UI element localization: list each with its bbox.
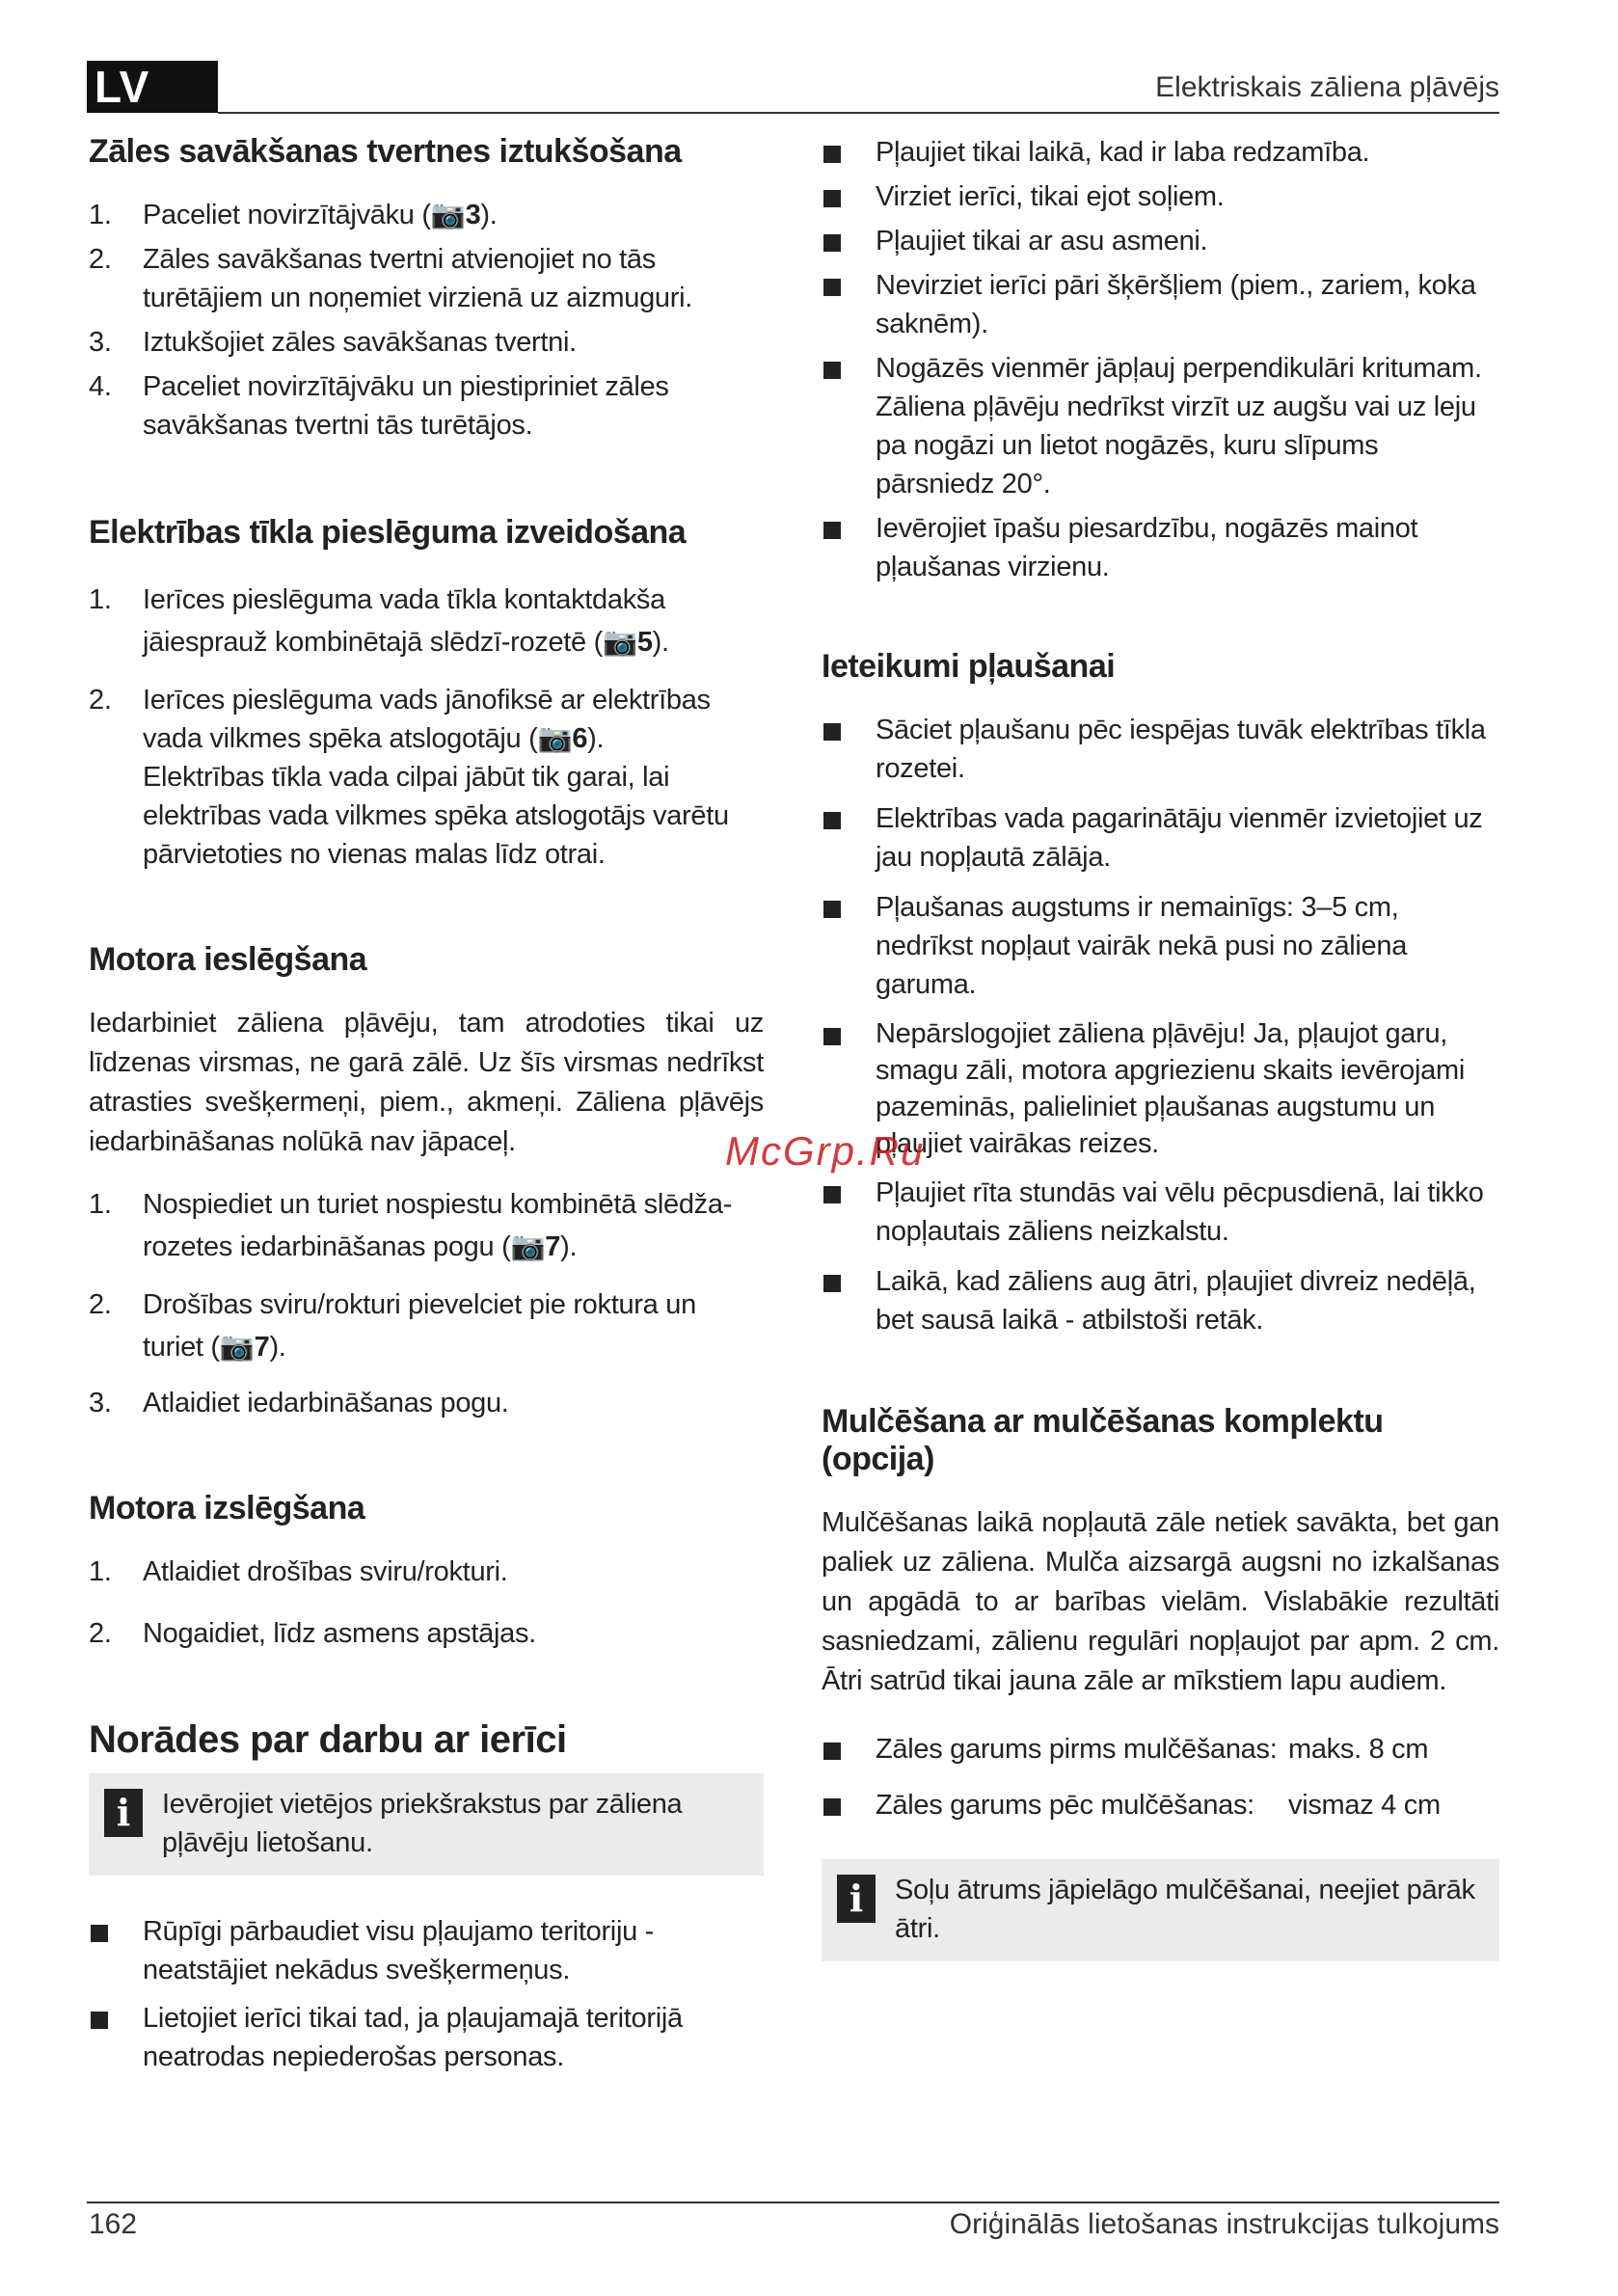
list-item: 1. Atlaidiet drošības sviru/rokturi. bbox=[89, 1556, 508, 1587]
bullet-square bbox=[823, 723, 841, 741]
section-title: Zāles savākšanas tvertnes iztukšošana bbox=[89, 133, 682, 170]
footer-title: Oriģinālās lietošanas instrukcijas tulkojums bbox=[949, 2208, 1499, 2240]
list-item: 1. Ierīces pieslēguma vada tīkla kontaktdakša jāiesprauž kombinētajā slēdzī-rozetē (📷5). bbox=[89, 579, 764, 663]
header-title: Elektriskais zāliena pļāvējs bbox=[1155, 71, 1499, 103]
bullet-square bbox=[823, 1798, 841, 1816]
list-item: Pļaušanas augstums ir nemainīgs: 3–5 cm, nedrīkst nopļaut vairāk nekā pusi no zāliena garuma. bbox=[822, 888, 1499, 1004]
camera-icon: 📷 bbox=[430, 200, 466, 230]
list-item: Lietojiet ierīci tikai tad, ja pļaujamajā teritorijā neatrodas nepiederošas personas. bbox=[89, 1999, 764, 2076]
list-item: Nogāzēs vienmēr jāpļauj perpendikulāri kritumam. Zāliena pļāvēju nedrīkst virzīt uz augšu vai uz leju pa nogāzi un lietot nogāzēs, kuru slīpums pārsniedz 20°. bbox=[822, 349, 1499, 503]
list-item: Pļaujiet rīta stundās vai vēlu pēcpusdienā, lai tikko nopļautais zāliens neizkalstu. bbox=[822, 1174, 1499, 1251]
left-column bbox=[89, 133, 764, 2076]
section-title: Ieteikumi pļaušanai bbox=[822, 648, 1116, 685]
section-mulching bbox=[822, 1403, 1499, 1961]
spec-list bbox=[822, 1730, 1499, 1824]
list-item: Sāciet pļaušanu pēc iespējas tuvāk elektrības tīkla rozetei. bbox=[822, 711, 1499, 788]
list-item: Ievērojiet īpašu piesardzību, nogāzēs mainot pļaušanas virzienu. bbox=[822, 509, 1499, 586]
list-item: 1. Nospiediet un turiet nospiestu kombinētā slēdža-rozetes iedarbināšanas pogu (📷7). bbox=[89, 1183, 764, 1268]
section-title: Motora izslēgšana bbox=[89, 1490, 365, 1526]
info-note: i Ievērojiet vietējos priekšrakstus par zāliena pļāvēju lietošanu. bbox=[89, 1773, 764, 1876]
bullet-list bbox=[89, 1912, 764, 2076]
list-item: 4. Paceliet novirzītājvāku un piestipriniet zāles savākšanas tvertni tās turētājos. bbox=[89, 371, 669, 441]
bullet-square bbox=[823, 1742, 841, 1760]
language-tab: LV bbox=[87, 61, 218, 113]
watermark: McGrp.Ru bbox=[725, 1128, 926, 1174]
list-item: 2. Ierīces pieslēguma vads jānofiksē ar elektrības vada vilkmes spēka atslogotāju (📷6). Elektrības tīkla vada cilpai jābūt tik garai, lai elektrības vada vilkmes spēka atslogotājs varētu pārvietoties no vienas malas līdz otrai. bbox=[89, 685, 729, 870]
list-item: Zāles garums pēc mulčēšanas: vismaz 4 cm bbox=[822, 1786, 1499, 1824]
list-item: 1. Paceliet novirzītājvāku (📷3). bbox=[89, 196, 764, 234]
header-rule bbox=[218, 112, 1499, 114]
section-empty-collector bbox=[89, 133, 764, 445]
page-number: 162 bbox=[89, 2208, 138, 2240]
section-title: Norādes par darbu ar ierīci bbox=[89, 1718, 567, 1761]
bullet-square bbox=[91, 2012, 108, 2029]
list-item: 2. Drošības sviru/rokturi pievelciet pie roktura un turiet (📷7). bbox=[89, 1283, 764, 1368]
section-title: Mulčēšana ar mulčēšanas komplektu (opcija) bbox=[822, 1403, 1384, 1477]
section-operating-notes bbox=[89, 1718, 764, 2076]
section-title: Motora ieslēgšana bbox=[89, 941, 367, 978]
numbered-list bbox=[89, 1553, 764, 1653]
camera-icon: 📷 bbox=[219, 1332, 255, 1363]
list-item: Laikā, kad zāliens aug ātri, pļaujiet divreiz nedēļā, bet sausā laikā - atbilstoši retāk. bbox=[822, 1262, 1499, 1339]
list-item: 2. Zāles savākšanas tvertni atvienojiet no tās turētājiem un noņemiet virzienā uz aizmuguri. bbox=[89, 244, 692, 313]
list-item: Rūpīgi pārbaudiet visu pļaujamo teritoriju - neatstājiet nekādus svešķermeņus. bbox=[89, 1912, 764, 1989]
numbered-list bbox=[89, 579, 764, 874]
bullet-list bbox=[822, 711, 1499, 1339]
bullet-square bbox=[91, 1925, 108, 1942]
bullet-square bbox=[823, 522, 841, 539]
footer-rule bbox=[87, 2201, 1499, 2203]
bullet-square bbox=[823, 362, 841, 379]
paragraph: Mulčēšanas laikā nopļautā zāle netiek savākta, bet gan paliek uz zāliena. Mulča aizsargā augsni no izkalšanas un apgādā to ar barības vielām. Vislabākie rezultāti sasniedzami, zālienu regulāri nopļaujot par apm. 2 cm. Ātri satrūd tikai jauna zāle ar mīkstiem lapu audiem. bbox=[822, 1507, 1499, 1696]
list-item: Pļaujiet tikai ar asu asmeni. bbox=[822, 222, 1499, 260]
paragraph: Iedarbiniet zāliena pļāvēju, tam atrodoties tikai uz līdzenas virsmas, ne garā zālē. Uz šīs virsmas nedrīkst atrasties svešķermeņi, piem., akmeņi. Zāliena pļāvējs iedarbināšanas nolūkā nav jāpaceļ. bbox=[89, 1008, 764, 1157]
bullet-square bbox=[823, 190, 841, 207]
list-item: Zāles garums pirms mulčēšanas: maks. 8 cm bbox=[822, 1730, 1499, 1769]
camera-icon: 📷 bbox=[537, 723, 573, 754]
info-icon: i bbox=[104, 1789, 143, 1837]
list-item: 2. Nogaidiet, līdz asmens apstājas. bbox=[89, 1618, 536, 1649]
list-item: 3. Iztukšojiet zāles savākšanas tvertni. bbox=[89, 327, 577, 358]
bullet-square bbox=[823, 812, 841, 829]
camera-icon: 📷 bbox=[510, 1231, 546, 1262]
bullet-square bbox=[823, 1028, 841, 1045]
bullet-square bbox=[823, 234, 841, 252]
bullet-square bbox=[823, 1186, 841, 1203]
bullet-square bbox=[823, 1275, 841, 1292]
section-motor-start bbox=[89, 941, 764, 1422]
bullet-square bbox=[823, 146, 841, 163]
list-item: 3. Atlaidiet iedarbināšanas pogu. bbox=[89, 1388, 509, 1418]
list-item: Elektrības vada pagarinātāju vienmēr izvietojiet uz jau nopļautā zālāja. bbox=[822, 799, 1499, 877]
list-item: Virziet ierīci, tikai ejot soļiem. bbox=[822, 177, 1499, 216]
right-column bbox=[822, 133, 1499, 1961]
info-icon: i bbox=[837, 1875, 876, 1923]
numbered-list bbox=[89, 1183, 764, 1422]
numbered-list bbox=[89, 196, 764, 445]
section-mains-connection bbox=[89, 514, 764, 874]
bullet-list bbox=[822, 133, 1499, 586]
section-mowing-tips bbox=[822, 648, 1499, 1339]
list-item: Nepārslogojiet zāliena pļāvēju! Ja, pļaujot garu, smagu zāli, motora apgriezienu skaits ievērojami pazeminās, palieliniet pļaušanas augstumu un pļaujiet vairākas reizes. bbox=[822, 1015, 1499, 1162]
section-motor-stop bbox=[89, 1490, 764, 1653]
bullet-square bbox=[823, 901, 841, 918]
bullet-square bbox=[823, 279, 841, 296]
info-note: i Soļu ātrums jāpielāgo mulčēšanai, neejiet pārāk ātri. bbox=[822, 1859, 1499, 1961]
section-title: Elektrības tīkla pieslēguma izveidošana bbox=[89, 514, 687, 551]
camera-icon: 📷 bbox=[603, 627, 637, 658]
list-item: Nevirziet ierīci pāri šķēršļiem (piem., zariem, koka saknēm). bbox=[822, 266, 1499, 343]
list-item: Pļaujiet tikai laikā, kad ir laba redzamība. bbox=[822, 133, 1499, 172]
